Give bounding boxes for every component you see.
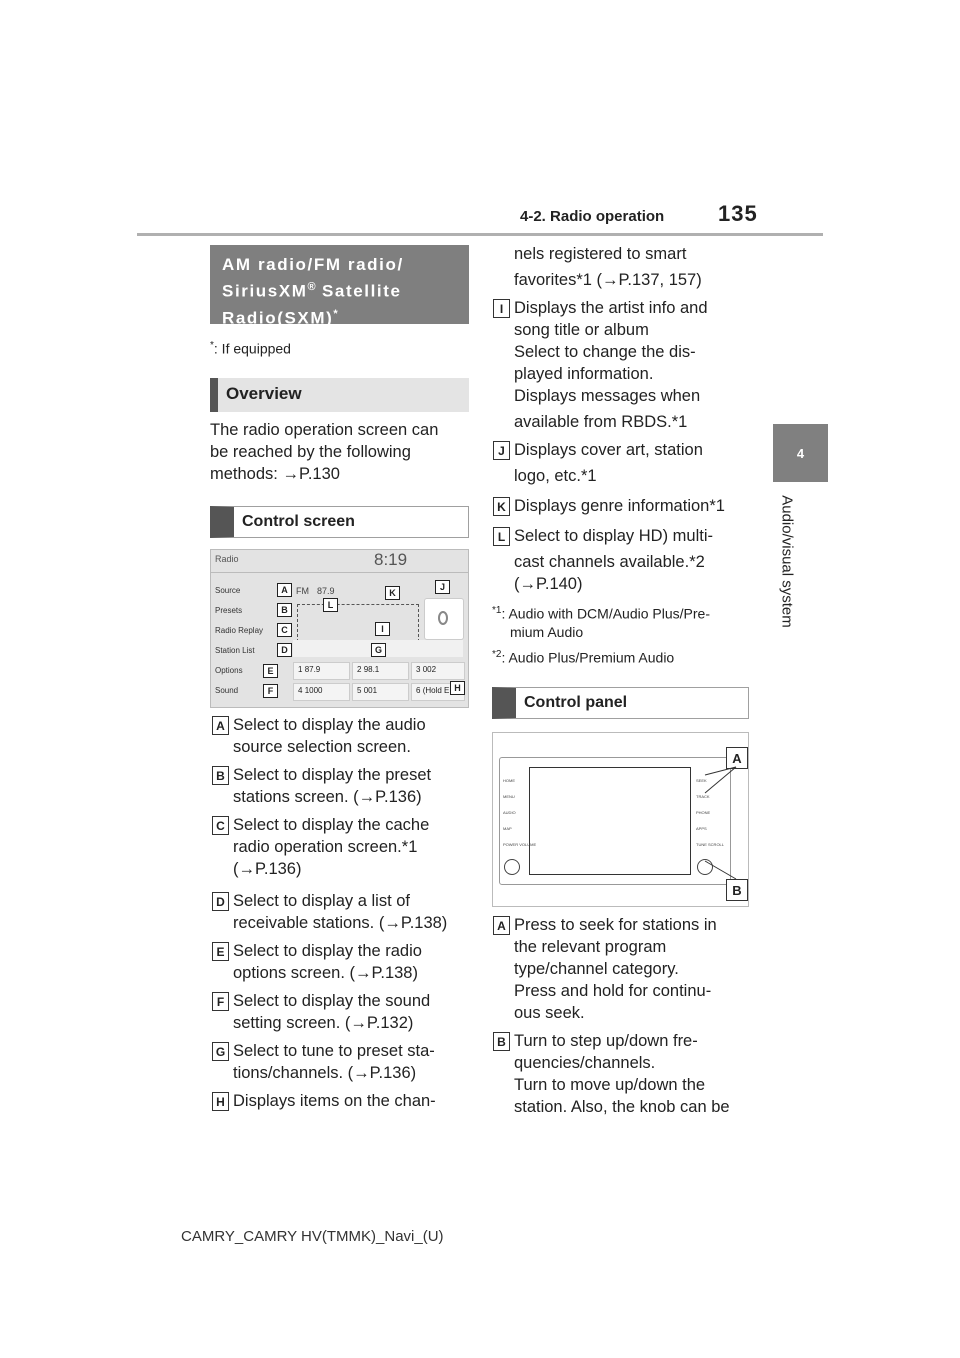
item-l-text: Select to display HD) multi- cast channels available.*2 (→P.140) xyxy=(514,527,713,593)
screen-tag-c: C xyxy=(277,623,292,637)
page-number: 135 xyxy=(718,201,758,226)
phone-button: PHONE xyxy=(696,810,711,815)
label-b: B xyxy=(212,766,229,785)
apps-button: APPS xyxy=(696,826,707,831)
power-volume-label: POWER VOLUME xyxy=(503,842,537,847)
tune-scroll-label: TUNE SCROLL xyxy=(696,842,725,847)
label-l: L xyxy=(493,527,510,546)
preset-4: 4 1000 xyxy=(293,683,350,701)
label-h: H xyxy=(212,1092,229,1111)
panel-item-a-text: Press to seek for stations in the relevant program type/channel category. Press and hold for continu- ous seek. xyxy=(514,916,717,1022)
screen-tag-l: L xyxy=(323,598,338,612)
screen-menu-options: Options xyxy=(215,666,243,675)
footnote-1: $^{*1}$: Audio with DCM/Audio Plus/Pre- mium Audio xyxy=(492,605,710,640)
track-button: TRACK xyxy=(696,794,710,799)
label-a: A xyxy=(212,716,229,735)
screen-tag-e: E xyxy=(263,664,278,678)
audio-button: AUDIO xyxy=(503,810,516,815)
preset-1: 1 87.9 xyxy=(293,662,350,680)
screen-menu-source: Source xyxy=(215,586,241,595)
screen-tag-i: I xyxy=(375,622,390,636)
chapter-tab: 4 xyxy=(773,424,828,482)
item-b-text: Select to display the preset stations screen. (→P.136) xyxy=(233,766,432,806)
panel-callout-a: A xyxy=(726,747,748,769)
panel-callout-b: B xyxy=(726,879,748,901)
item-k-text: Displays genre information*1 xyxy=(514,497,725,515)
item-g-text: Select to tune to preset sta- tions/channels. (→P.136) xyxy=(233,1042,435,1082)
screen-menu-sound: Sound xyxy=(215,686,239,695)
control-screen-heading: Control screen xyxy=(210,506,469,538)
screen-band: FM xyxy=(296,586,309,596)
screen-tag-h: H xyxy=(450,681,465,695)
preset-6: 6 (Hold E xyxy=(411,683,465,701)
screen-tag-f: F xyxy=(263,684,278,698)
section-title: 4-2. Radio operation xyxy=(520,208,665,225)
chapter-side-title xyxy=(772,493,802,643)
item-c-text: Select to display the cache radio operation screen.*1 (→P.136) xyxy=(233,816,430,878)
seek-button: SEEK xyxy=(696,778,707,783)
control-panel-heading: Control panel xyxy=(492,687,749,719)
screen-tag-a: A xyxy=(277,583,292,597)
item-e-text: Select to display the radio options screen. (→P.138) xyxy=(233,942,422,982)
main-heading-line2: SiriusXM® Satellite xyxy=(222,281,402,301)
panel-label-a: A xyxy=(493,916,510,935)
panel-item-b-text: Turn to step up/down fre- quencies/channels. Turn to move up/down the station. Also, the knob can be xyxy=(514,1032,730,1116)
screen-title: Radio xyxy=(215,554,239,564)
control-panel-illustration xyxy=(492,732,749,907)
label-j: J xyxy=(493,441,510,460)
overview-heading: Overview xyxy=(210,378,469,412)
screen-tag-k: K xyxy=(385,586,400,600)
screen-tag-j: J xyxy=(435,580,450,594)
preset-2: 2 98.1 xyxy=(352,662,409,680)
screen-tag-g: G xyxy=(371,643,386,657)
radio-screen-illustration xyxy=(210,549,469,708)
item-d-text: Select to display a list of receivable stations. (→P.138) xyxy=(233,892,448,932)
station-logo-area xyxy=(424,598,464,640)
screen-clock: 8:19 xyxy=(374,550,408,569)
item-f-text: Select to display the sound setting screen. (→P.132) xyxy=(233,992,431,1032)
label-k: K xyxy=(493,497,510,516)
overview-text: The radio operation screen can be reached by the following methods: →P.130 xyxy=(210,421,439,483)
item-j-text: Displays cover art, station logo, etc.*1 xyxy=(514,441,703,485)
screen-tag-d: D xyxy=(277,643,292,657)
footnote-2: $^{*2}$: Audio Plus/Premium Audio xyxy=(492,649,675,666)
screen-menu-station-list: Station List xyxy=(215,646,255,655)
footer-model: CAMRY_CAMRY HV(TMMK)_Navi_(U) xyxy=(181,1228,444,1245)
item-i-text: Displays the artist info and song title or album Select to change the dis- played information. Displays messages when available from RBDS.*1 xyxy=(514,299,708,431)
home-button: HOME xyxy=(503,778,515,783)
main-heading-line3: Radio(SXM)* xyxy=(222,307,338,328)
label-c: C xyxy=(212,816,229,835)
chapter-title-text: Audio/visual system xyxy=(778,495,796,628)
item-h-text: Displays items on the chan- xyxy=(233,1092,436,1110)
radio-antenna-icon xyxy=(438,611,448,625)
label-g: G xyxy=(212,1042,229,1061)
screen-tag-b: B xyxy=(277,603,292,617)
menu-button: MENU xyxy=(503,794,515,799)
if-equipped-note: *: If equipped xyxy=(210,340,291,357)
preset-5: 5 001 xyxy=(352,683,409,701)
item-h-continuation: nels registered to smart favorites*1 (→P.137, 157) xyxy=(514,245,702,289)
screen-divider xyxy=(211,572,468,573)
map-button: MAP xyxy=(503,826,512,831)
screen-frequency: 87.9 xyxy=(317,586,335,596)
main-heading xyxy=(210,245,469,328)
label-i: I xyxy=(493,299,510,318)
info-dotted-area xyxy=(297,604,419,642)
screen-menu-presets: Presets xyxy=(215,606,243,615)
item-a-text: Select to display the audio source selection screen. xyxy=(233,716,426,756)
panel-label-b: B xyxy=(493,1032,510,1051)
screen-menu-radio-replay: Radio Replay xyxy=(215,626,264,635)
label-d: D xyxy=(212,892,229,911)
label-f: F xyxy=(212,992,229,1011)
callout-lines xyxy=(493,733,750,908)
preset-3: 3 002 xyxy=(411,662,465,680)
header-rule xyxy=(137,233,823,236)
main-heading-line1: AM radio/FM radio/ xyxy=(222,255,404,274)
label-e: E xyxy=(212,942,229,961)
